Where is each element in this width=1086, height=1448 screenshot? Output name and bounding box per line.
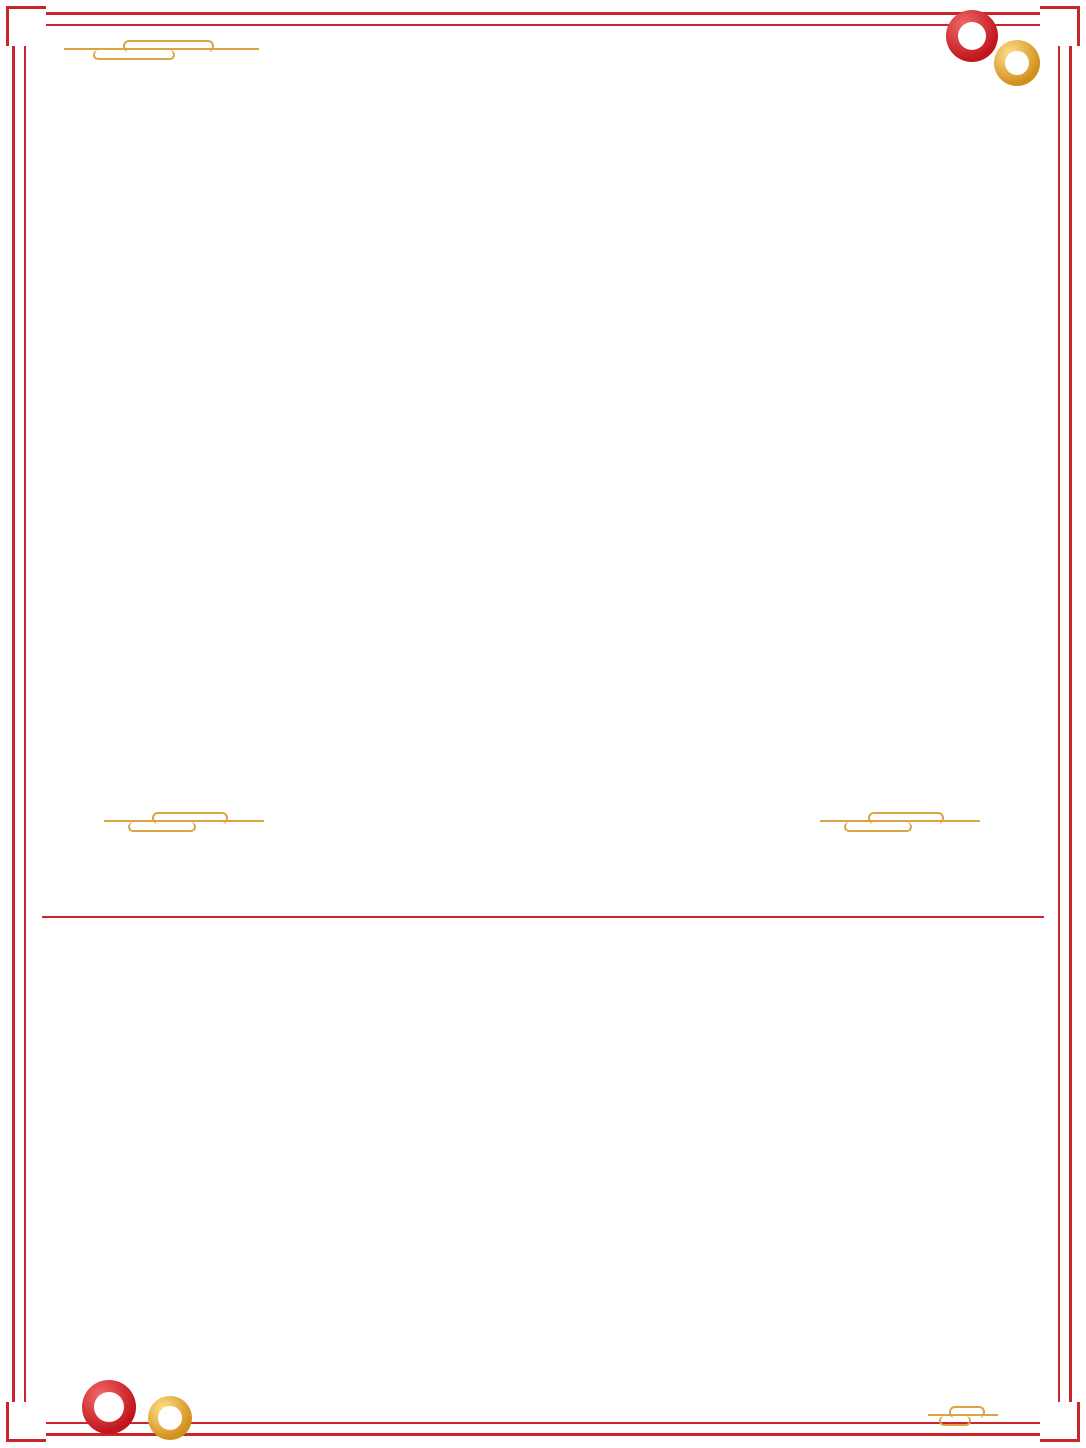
lottery-ball-icon bbox=[82, 1380, 136, 1434]
cloud-ornament-bottom-right bbox=[928, 1406, 998, 1426]
cloud-ornament-middle-left bbox=[104, 812, 264, 836]
cloud-ornament-middle-right bbox=[820, 812, 980, 836]
corner-ornament-top-right bbox=[1040, 6, 1080, 46]
lottery-ball-icon bbox=[148, 1396, 192, 1440]
section-divider bbox=[42, 916, 1044, 918]
corner-ornament-top-left bbox=[6, 6, 46, 46]
corner-ornament-bottom-right bbox=[1040, 1402, 1080, 1442]
cloud-ornament-top-left bbox=[64, 40, 259, 66]
lottery-ball-icon bbox=[994, 40, 1040, 86]
lottery-ball-icon bbox=[946, 10, 998, 62]
corner-ornament-bottom-left bbox=[6, 1402, 46, 1442]
inner-frame bbox=[24, 24, 1060, 1424]
